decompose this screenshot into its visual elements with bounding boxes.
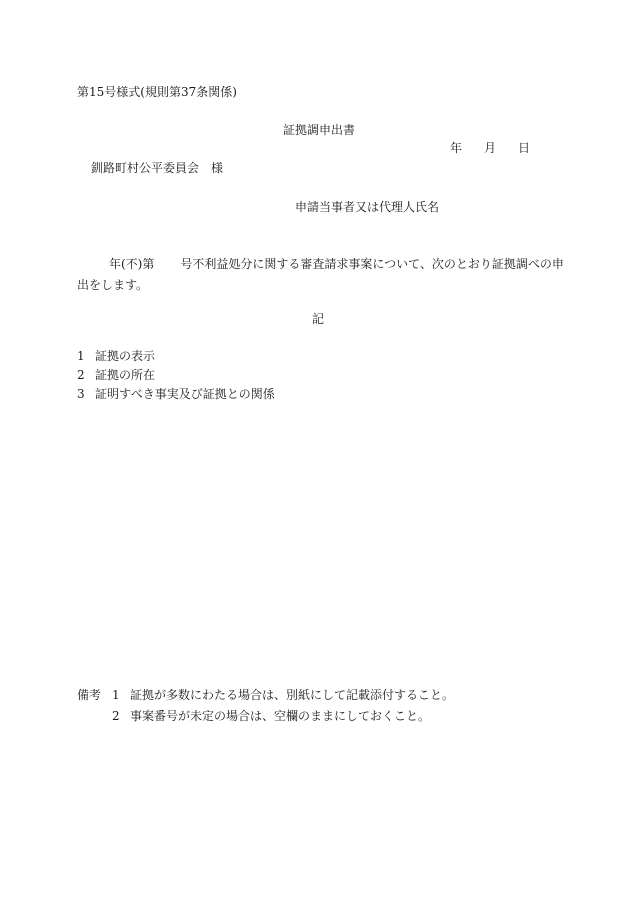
list-item bbox=[77, 388, 275, 400]
case-year-label: 年(不)第 bbox=[109, 257, 155, 271]
item-label: 証拠の表示 bbox=[95, 349, 156, 363]
body-text: 号不利益処分に関する審査請求事案について、次のとおり証拠調べの申出をします。 bbox=[77, 257, 564, 292]
note-item bbox=[112, 689, 454, 701]
note-number: 1 bbox=[112, 688, 120, 702]
document-title: 証拠調申出書 bbox=[283, 123, 356, 137]
form-number: 第15号様式(規則第37条関係) bbox=[77, 85, 237, 99]
item-number: 3 bbox=[77, 387, 85, 401]
item-number: 1 bbox=[77, 349, 85, 363]
date-month: 月 bbox=[484, 141, 497, 155]
applicant-name-label: 申請当事者又は代理人氏名 bbox=[295, 200, 440, 214]
addressee: 釧路町村公平委員会 様 bbox=[91, 161, 224, 175]
item-number: 2 bbox=[77, 368, 85, 382]
notes-label: 備考 bbox=[77, 688, 102, 702]
body-paragraph bbox=[77, 254, 572, 296]
note-number: 2 bbox=[112, 709, 120, 723]
ki-heading: 記 bbox=[312, 312, 325, 326]
item-label: 証明すべき事実及び証拠との関係 bbox=[95, 387, 275, 401]
list-item bbox=[77, 350, 155, 362]
note-text: 証拠が多数にわたる場合は、別紙にして記載添付すること。 bbox=[130, 688, 455, 702]
list-item bbox=[77, 369, 155, 381]
date-day: 日 bbox=[518, 141, 531, 155]
note-text: 事案番号が未定の場合は、空欄のままにしておくこと。 bbox=[130, 709, 431, 723]
date-line bbox=[450, 142, 530, 154]
date-year: 年 bbox=[450, 141, 463, 155]
note-item bbox=[112, 710, 430, 722]
item-label: 証拠の所在 bbox=[95, 368, 156, 382]
